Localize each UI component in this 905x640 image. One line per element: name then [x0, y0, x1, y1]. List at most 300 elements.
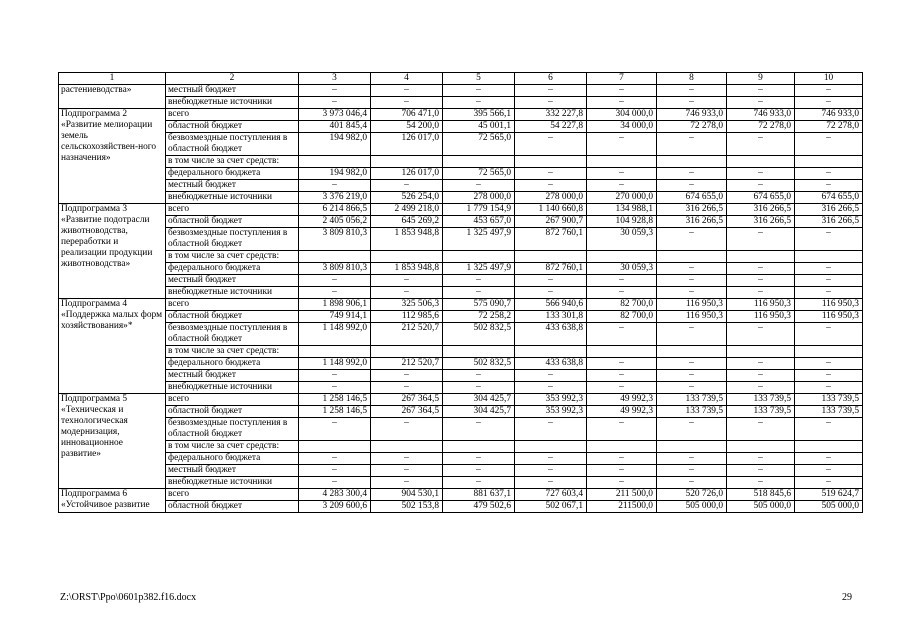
amount-cell: – [443, 370, 515, 382]
amount-cell: – [299, 453, 371, 465]
amount-cell: 1 140 660,8 [515, 204, 587, 216]
amount-cell: – [657, 228, 727, 251]
funding-source: безвозмездные поступления в областной бюджет [166, 133, 299, 156]
amount-cell: – [657, 418, 727, 441]
budget-table [58, 72, 863, 513]
amount-cell: – [727, 418, 795, 441]
amount-cell: 674 655,0 [657, 192, 727, 204]
amount-cell: 505 000,0 [795, 501, 863, 513]
amount-cell: – [795, 477, 863, 489]
amount-cell: 72 565,0 [443, 133, 515, 156]
table-row [59, 156, 863, 168]
funding-source: внебюджетные источники [166, 287, 299, 299]
amount-cell: – [515, 453, 587, 465]
amount-cell: 872 760,1 [515, 228, 587, 251]
funding-source: местный бюджет [166, 85, 299, 97]
amount-cell [727, 251, 795, 263]
amount-cell: 133 301,8 [515, 311, 587, 323]
amount-cell: 4 283 300,4 [299, 489, 371, 501]
amount-cell: 126 017,0 [371, 168, 443, 180]
table-header-row [59, 73, 863, 85]
amount-cell: – [727, 168, 795, 180]
funding-source: безвозмездные поступления в областной бюджет [166, 323, 299, 346]
amount-cell: – [371, 180, 443, 192]
amount-cell [371, 251, 443, 263]
amount-cell: – [515, 97, 587, 109]
amount-cell: 278 000,0 [515, 192, 587, 204]
amount-cell: – [657, 168, 727, 180]
funding-source: всего [166, 489, 299, 501]
funding-source: федерального бюджета [166, 168, 299, 180]
amount-cell: 479 502,6 [443, 501, 515, 513]
subprogram-name: растениеводства» [59, 85, 166, 109]
table-row [59, 180, 863, 192]
amount-cell [299, 251, 371, 263]
amount-cell: 502 832,5 [443, 358, 515, 370]
amount-cell: – [657, 323, 727, 346]
amount-cell: – [587, 358, 657, 370]
column-number-header: 10 [795, 73, 863, 85]
amount-cell: 520 726,0 [657, 489, 727, 501]
amount-cell: 316 266,5 [795, 216, 863, 228]
amount-cell: – [443, 418, 515, 441]
amount-cell: – [587, 370, 657, 382]
table-row [59, 453, 863, 465]
amount-cell: 881 637,1 [443, 489, 515, 501]
amount-cell: – [727, 133, 795, 156]
amount-cell [587, 441, 657, 453]
funding-source: в том числе за счет средств: [166, 156, 299, 168]
amount-cell: 1 779 154,9 [443, 204, 515, 216]
amount-cell: – [371, 85, 443, 97]
amount-cell: 316 266,5 [657, 204, 727, 216]
amount-cell: – [587, 418, 657, 441]
amount-cell: – [443, 97, 515, 109]
amount-cell: 72 565,0 [443, 168, 515, 180]
amount-cell: – [587, 168, 657, 180]
amount-cell: 49 992,3 [587, 406, 657, 418]
table-row [59, 133, 863, 156]
amount-cell: – [515, 168, 587, 180]
table-row [59, 168, 863, 180]
amount-cell: 133 739,5 [795, 406, 863, 418]
amount-cell: 49 992,3 [587, 394, 657, 406]
amount-cell: 304 425,7 [443, 394, 515, 406]
funding-source: в том числе за счет средств: [166, 441, 299, 453]
amount-cell: 453 657,0 [443, 216, 515, 228]
amount-cell [587, 156, 657, 168]
amount-cell: 2 499 218,0 [371, 204, 443, 216]
amount-cell: 316 266,5 [727, 216, 795, 228]
amount-cell [515, 156, 587, 168]
amount-cell: – [657, 97, 727, 109]
amount-cell: 116 950,3 [657, 311, 727, 323]
amount-cell: – [587, 453, 657, 465]
funding-source: федерального бюджета [166, 263, 299, 275]
funding-source: местный бюджет [166, 370, 299, 382]
funding-source: всего [166, 204, 299, 216]
table-row [59, 216, 863, 228]
amount-cell: 104 928,8 [587, 216, 657, 228]
amount-cell [657, 156, 727, 168]
amount-cell: – [727, 465, 795, 477]
amount-cell: – [795, 133, 863, 156]
amount-cell [371, 346, 443, 358]
funding-source: всего [166, 394, 299, 406]
amount-cell: – [371, 370, 443, 382]
amount-cell [371, 441, 443, 453]
amount-cell: 211500,0 [587, 501, 657, 513]
amount-cell: – [443, 465, 515, 477]
amount-cell: 502 153,8 [371, 501, 443, 513]
amount-cell: 112 985,6 [371, 311, 443, 323]
amount-cell: – [443, 382, 515, 394]
amount-cell: – [515, 382, 587, 394]
amount-cell: 433 638,8 [515, 323, 587, 346]
amount-cell [587, 346, 657, 358]
funding-source: внебюджетные источники [166, 477, 299, 489]
amount-cell: – [795, 465, 863, 477]
amount-cell [795, 251, 863, 263]
amount-cell: 1 258 146,5 [299, 394, 371, 406]
amount-cell [515, 441, 587, 453]
amount-cell: – [515, 418, 587, 441]
table-row [59, 382, 863, 394]
column-number-header: 9 [727, 73, 795, 85]
amount-cell: – [443, 180, 515, 192]
amount-cell [587, 251, 657, 263]
amount-cell: – [795, 370, 863, 382]
amount-cell: 30 059,3 [587, 263, 657, 275]
funding-source: безвозмездные поступления в областной бюджет [166, 228, 299, 251]
table-row [59, 394, 863, 406]
amount-cell [657, 346, 727, 358]
amount-cell: 116 950,3 [795, 311, 863, 323]
subprogram-name: Подпрограмма 6 «Устойчивое развитие [59, 489, 166, 513]
amount-cell: – [371, 465, 443, 477]
amount-cell: 194 982,0 [299, 133, 371, 156]
column-number-header: 7 [587, 73, 657, 85]
subprogram-name: Подпрограмма 4 «Поддержка малых форм хозяйствования»* [59, 299, 166, 394]
table-row [59, 275, 863, 287]
amount-cell: 133 739,5 [657, 394, 727, 406]
amount-cell: 82 700,0 [587, 311, 657, 323]
table-row [59, 263, 863, 275]
funding-source: областной бюджет [166, 216, 299, 228]
table-row [59, 192, 863, 204]
amount-cell: 395 566,1 [443, 109, 515, 121]
amount-cell [299, 156, 371, 168]
funding-source: областной бюджет [166, 501, 299, 513]
amount-cell: – [727, 85, 795, 97]
funding-source: областной бюджет [166, 406, 299, 418]
amount-cell: – [587, 85, 657, 97]
amount-cell [515, 251, 587, 263]
amount-cell: – [515, 180, 587, 192]
amount-cell: – [727, 453, 795, 465]
amount-cell: – [795, 275, 863, 287]
amount-cell: – [795, 228, 863, 251]
amount-cell: – [727, 180, 795, 192]
amount-cell: – [727, 382, 795, 394]
amount-cell: 1 853 948,8 [371, 228, 443, 251]
amount-cell [727, 156, 795, 168]
amount-cell: 1 853 948,8 [371, 263, 443, 275]
amount-cell: 645 269,2 [371, 216, 443, 228]
amount-cell: 72 278,0 [795, 121, 863, 133]
amount-cell: – [299, 370, 371, 382]
footer-page-number: 29 [842, 592, 852, 603]
amount-cell: – [371, 453, 443, 465]
amount-cell: 575 090,7 [443, 299, 515, 311]
amount-cell: 505 000,0 [727, 501, 795, 513]
amount-cell: 1 325 497,9 [443, 263, 515, 275]
amount-cell: 116 950,3 [795, 299, 863, 311]
amount-cell [727, 346, 795, 358]
amount-cell: 6 214 866,5 [299, 204, 371, 216]
funding-source: в том числе за счет средств: [166, 251, 299, 263]
amount-cell: 872 760,1 [515, 263, 587, 275]
amount-cell: 267 364,5 [371, 406, 443, 418]
amount-cell: – [727, 370, 795, 382]
amount-cell: 3 209 600,6 [299, 501, 371, 513]
table-row [59, 489, 863, 501]
amount-cell: 72 278,0 [727, 121, 795, 133]
amount-cell: 133 739,5 [727, 394, 795, 406]
amount-cell: 3 809 810,3 [299, 228, 371, 251]
funding-source: в том числе за счет средств: [166, 346, 299, 358]
amount-cell [515, 346, 587, 358]
amount-cell: – [657, 382, 727, 394]
amount-cell: – [299, 287, 371, 299]
table-row [59, 228, 863, 251]
amount-cell: – [795, 263, 863, 275]
amount-cell: – [515, 85, 587, 97]
amount-cell: 82 700,0 [587, 299, 657, 311]
amount-cell: 3 973 046,4 [299, 109, 371, 121]
amount-cell: – [371, 477, 443, 489]
amount-cell: 502 832,5 [443, 323, 515, 346]
amount-cell: 353 992,3 [515, 406, 587, 418]
funding-source: внебюджетные источники [166, 97, 299, 109]
amount-cell: – [727, 275, 795, 287]
amount-cell: 1 148 992,0 [299, 358, 371, 370]
funding-source: федерального бюджета [166, 453, 299, 465]
amount-cell: 3 809 810,3 [299, 263, 371, 275]
table-row [59, 406, 863, 418]
amount-cell: 519 624,7 [795, 489, 863, 501]
column-number-header: 6 [515, 73, 587, 85]
table-row [59, 109, 863, 121]
amount-cell: – [727, 323, 795, 346]
amount-cell: – [587, 180, 657, 192]
amount-cell [795, 346, 863, 358]
funding-source: федерального бюджета [166, 358, 299, 370]
amount-cell: 1 325 497,9 [443, 228, 515, 251]
amount-cell: – [795, 287, 863, 299]
amount-cell: – [371, 97, 443, 109]
funding-source: внебюджетные источники [166, 192, 299, 204]
amount-cell: 401 845,4 [299, 121, 371, 133]
amount-cell: 746 933,0 [727, 109, 795, 121]
amount-cell: – [515, 133, 587, 156]
amount-cell [443, 156, 515, 168]
amount-cell [443, 441, 515, 453]
table-row [59, 121, 863, 133]
amount-cell [299, 346, 371, 358]
amount-cell: 30 059,3 [587, 228, 657, 251]
amount-cell: 1 898 906,1 [299, 299, 371, 311]
table-row [59, 418, 863, 441]
column-number-header: 5 [443, 73, 515, 85]
amount-cell: 211 500,0 [587, 489, 657, 501]
amount-cell: 133 739,5 [727, 406, 795, 418]
amount-cell: 34 000,0 [587, 121, 657, 133]
amount-cell: – [515, 465, 587, 477]
amount-cell: – [657, 370, 727, 382]
amount-cell: – [443, 477, 515, 489]
amount-cell: 278 000,0 [443, 192, 515, 204]
amount-cell: – [657, 358, 727, 370]
amount-cell: 316 266,5 [657, 216, 727, 228]
amount-cell: – [657, 477, 727, 489]
amount-cell: – [795, 168, 863, 180]
amount-cell: – [795, 180, 863, 192]
amount-cell [657, 441, 727, 453]
funding-source: местный бюджет [166, 275, 299, 287]
subprogram-name: Подпрограмма 5 «Техническая и технологическая модернизация, инновационное развитие» [59, 394, 166, 489]
amount-cell: 267 900,7 [515, 216, 587, 228]
table-row [59, 204, 863, 216]
amount-cell: – [795, 418, 863, 441]
amount-cell: – [795, 85, 863, 97]
table-row [59, 323, 863, 346]
table-row [59, 346, 863, 358]
table-row [59, 358, 863, 370]
subprogram-name: Подпрограмма 2 «Развитие мелиорации земель сельскохозяйствен-ного назначения» [59, 109, 166, 204]
amount-cell: – [443, 85, 515, 97]
amount-cell: 316 266,5 [727, 204, 795, 216]
amount-cell [795, 156, 863, 168]
amount-cell: – [515, 477, 587, 489]
amount-cell: – [795, 323, 863, 346]
amount-cell: 133 739,5 [795, 394, 863, 406]
amount-cell: – [587, 477, 657, 489]
amount-cell [657, 251, 727, 263]
amount-cell [299, 441, 371, 453]
amount-cell: 304 000,0 [587, 109, 657, 121]
amount-cell: – [795, 358, 863, 370]
column-number-header: 4 [371, 73, 443, 85]
amount-cell: 353 992,3 [515, 394, 587, 406]
footer-file-path: Z:\ORST\Ppo\0601p382.f16.docx [60, 592, 197, 603]
amount-cell: – [657, 465, 727, 477]
table-row [59, 501, 863, 513]
amount-cell: – [299, 97, 371, 109]
table-row [59, 311, 863, 323]
amount-cell: 706 471,0 [371, 109, 443, 121]
amount-cell: – [657, 133, 727, 156]
amount-cell: – [443, 453, 515, 465]
amount-cell: – [727, 263, 795, 275]
table-row [59, 287, 863, 299]
amount-cell: – [657, 85, 727, 97]
amount-cell: – [657, 180, 727, 192]
funding-source: местный бюджет [166, 465, 299, 477]
amount-cell: 3 376 219,0 [299, 192, 371, 204]
amount-cell: 505 000,0 [657, 501, 727, 513]
table-row [59, 370, 863, 382]
amount-cell: – [515, 275, 587, 287]
table-row [59, 85, 863, 97]
amount-cell: 746 933,0 [795, 109, 863, 121]
amount-cell: – [587, 382, 657, 394]
funding-source: местный бюджет [166, 180, 299, 192]
amount-cell: 746 933,0 [657, 109, 727, 121]
amount-cell: – [515, 370, 587, 382]
amount-cell: 674 655,0 [727, 192, 795, 204]
amount-cell: – [443, 287, 515, 299]
amount-cell: 116 950,3 [727, 311, 795, 323]
amount-cell: – [371, 418, 443, 441]
table-row [59, 441, 863, 453]
amount-cell: – [299, 85, 371, 97]
table-row [59, 97, 863, 109]
amount-cell: – [371, 275, 443, 287]
column-number-header: 3 [299, 73, 371, 85]
amount-cell: – [587, 323, 657, 346]
column-number-header: 1 [59, 73, 166, 85]
amount-cell [443, 251, 515, 263]
amount-cell: 904 530,1 [371, 489, 443, 501]
amount-cell: 518 845,6 [727, 489, 795, 501]
amount-cell: 316 266,5 [795, 204, 863, 216]
amount-cell: 502 067,1 [515, 501, 587, 513]
amount-cell: 126 017,0 [371, 133, 443, 156]
column-number-header: 2 [166, 73, 299, 85]
amount-cell: 72 278,0 [657, 121, 727, 133]
amount-cell: 45 001,1 [443, 121, 515, 133]
amount-cell: – [727, 477, 795, 489]
amount-cell: 304 425,7 [443, 406, 515, 418]
amount-cell [443, 346, 515, 358]
amount-cell: 212 520,7 [371, 323, 443, 346]
amount-cell: 2 405 056,2 [299, 216, 371, 228]
amount-cell: – [299, 275, 371, 287]
amount-cell: – [795, 453, 863, 465]
funding-source: областной бюджет [166, 121, 299, 133]
amount-cell: – [299, 180, 371, 192]
funding-source: областной бюджет [166, 311, 299, 323]
amount-cell: – [299, 465, 371, 477]
amount-cell: – [657, 263, 727, 275]
amount-cell: – [795, 382, 863, 394]
amount-cell: 727 603,4 [515, 489, 587, 501]
amount-cell: 194 982,0 [299, 168, 371, 180]
amount-cell: 134 988,1 [587, 204, 657, 216]
table-row [59, 299, 863, 311]
amount-cell: 332 227,8 [515, 109, 587, 121]
amount-cell: 325 506,3 [371, 299, 443, 311]
amount-cell: – [371, 382, 443, 394]
amount-cell: 54 227,8 [515, 121, 587, 133]
funding-source: внебюджетные источники [166, 382, 299, 394]
amount-cell: 212 520,7 [371, 358, 443, 370]
amount-cell: 1 148 992,0 [299, 323, 371, 346]
column-number-header: 8 [657, 73, 727, 85]
amount-cell: 433 638,8 [515, 358, 587, 370]
amount-cell: 116 950,3 [727, 299, 795, 311]
